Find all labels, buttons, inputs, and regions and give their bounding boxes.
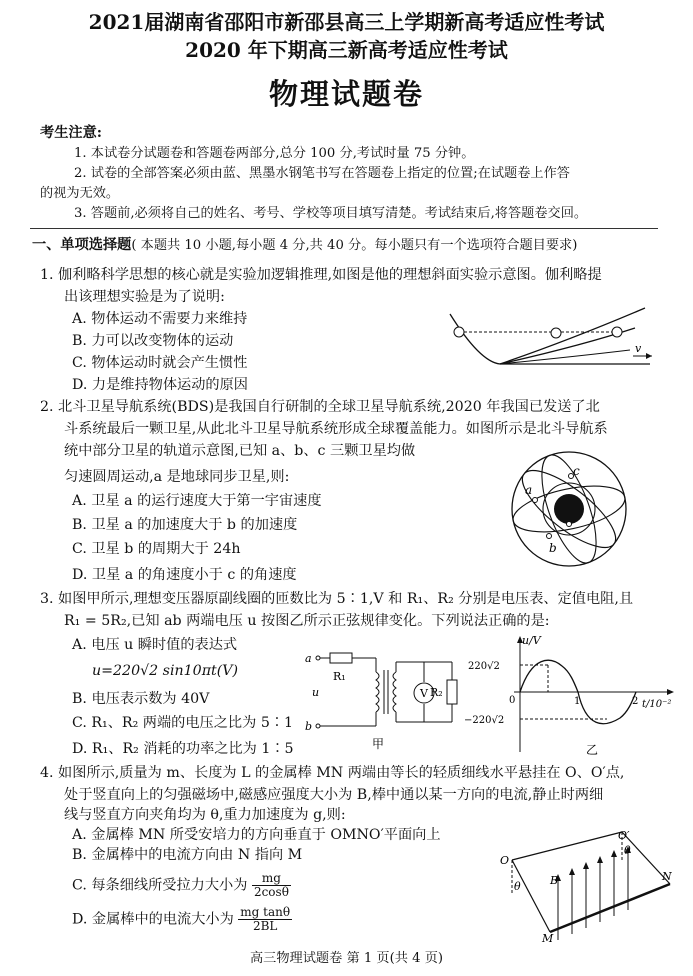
q2-label-a: a [525, 483, 533, 497]
q3-caption-jia: 甲 [372, 737, 385, 751]
q3-label-r2: R₂ [430, 686, 443, 699]
q1-option: D. 力是维持物体运动的原因 [72, 377, 248, 393]
q2-stem: 斗系统最后一颗卫星,从此北斗卫星导航系统形成全球覆盖能力。如图所示是北斗导航系 [64, 421, 608, 437]
q2-label-b: b [549, 541, 557, 555]
q1-velocity-label: v [635, 342, 642, 355]
q3-circuit-figure [300, 650, 465, 760]
q4-label-o: O [500, 854, 510, 867]
q3-label-r1: R₁ [333, 670, 346, 683]
notice-item: 1. 本试卷分试题卷和答题卷两部分,总分 100 分,考试时量 75 分钟。 [74, 146, 475, 161]
q3-formula: u=220√2 sin10πt(V) [92, 663, 239, 679]
q4-label-o-prime: O′ [618, 829, 630, 842]
q1-incline-figure [440, 300, 660, 372]
q3-graph-ylabel: u/V [522, 634, 541, 647]
q4-option-c [72, 872, 291, 899]
frac-num: mg [252, 872, 291, 886]
q3-stem: 3. 如图甲所示,理想变压器原副线圈的匝数比为 5∶1,V 和 R₁、R₂ 分别是电压表、定值电阻,且 [40, 591, 634, 607]
q3-caption-yi: 乙 [586, 743, 599, 757]
q2-option: B. 卫星 a 的加速度大于 b 的加速度 [72, 517, 298, 533]
page-title: 物理试题卷 [268, 77, 424, 111]
q3-graph-origin: 0 [509, 695, 516, 706]
q2-option: D. 卫星 a 的角速度小于 c 的角速度 [72, 567, 297, 583]
q4-label-m: M [542, 932, 554, 945]
q3-graph-ymin: −220√2 [464, 715, 505, 726]
q4-theta-right: θ [624, 844, 631, 857]
frac-den: 2BL [252, 919, 278, 933]
q4-rod-figure [498, 828, 678, 946]
q4-theta-left: θ [514, 880, 521, 893]
q4-stem: 线与竖直方向夹角均为 θ,重力加速度为 g,则: [64, 807, 346, 823]
q4-option-d-fraction [238, 906, 292, 933]
divider [30, 228, 658, 229]
q1-option: B. 力可以改变物体的运动 [72, 333, 234, 349]
q4-option-d-text: D. 金属棒中的电流大小为 [72, 911, 234, 928]
notice-heading: 考生注意: [40, 125, 102, 141]
q3-graph-tick-2: 2 [632, 696, 639, 707]
notice-item: 3. 答题前,必须将自己的姓名、考号、学校等项目填写清楚。考试结束后,将答题卷交回。 [74, 206, 588, 221]
q3-label-v: V [420, 687, 428, 700]
q3-graph-tick-1: 1 [574, 696, 581, 707]
q3-graph-xlabel: t/10⁻² [642, 699, 672, 710]
q4-stem: 4. 如图所示,质量为 m、长度为 L 的金属棒 MN 两端由等长的轻质细线水平悬挂在 O、O′点, [40, 765, 625, 781]
page-footer: 高三物理试题卷 第 1 页(共 4 页) [249, 951, 444, 966]
q1-option: C. 物体运动时就会产生惯性 [72, 355, 248, 371]
q3-graph-ymax: 220√2 [468, 661, 500, 672]
q1-option: A. 物体运动不需要力来维持 [72, 311, 248, 327]
q3-terminal-a: a [305, 652, 312, 665]
q3-option: B. 电压表示数为 40V [72, 691, 210, 707]
q1-stem: 出该理想实验是为了说明: [64, 289, 225, 305]
q4-option: A. 金属棒 MN 所受安培力的方向垂直于 OMNO′平面向上 [72, 827, 441, 843]
frac-den: 2cosθ [253, 885, 289, 899]
q4-label-b: B [550, 874, 559, 887]
notice-item: 2. 试卷的全部答案必须由蓝、黑墨水钢笔书写在答题卷上指定的位置;在试题卷上作答 [74, 166, 570, 181]
q3-option: C. R₁、R₂ 两端的电压之比为 5∶1 [72, 715, 294, 731]
frac-num: mg tanθ [240, 905, 291, 919]
q1-stem: 1. 伽利略科学思想的核心就是实验加逻辑推理,如图是他的理想斜面实验示意图。伽利略提 [40, 267, 602, 283]
q2-stem: 匀速圆周运动,a 是地球同步卫星,则: [64, 469, 290, 485]
section-note: ( 本题共 10 小题,每小题 4 分,共 40 分。每小题只有一个选项符合题目要求) [131, 238, 578, 253]
q4-stem: 处于竖直向上的匀强磁场中,磁感应强度大小为 B,棒中通以某一方向的电流,静止时两细 [64, 787, 604, 803]
notice-item: 的视为无效。 [40, 186, 120, 201]
q3-option: D. R₁、R₂ 消耗的功率之比为 1∶5 [72, 741, 294, 757]
q4-option-c-fraction [252, 872, 291, 899]
q3-voltage-graph [462, 632, 682, 760]
q2-stem: 2. 北斗卫星导航系统(BDS)是我国自行研制的全球卫星导航系统,2020 年我国已发送了北 [40, 399, 600, 415]
exam-header-line2: 2020 年下期高三新高考适应性考试 [185, 38, 508, 62]
q4-option-d [72, 906, 292, 933]
q3-option: A. 电压 u 瞬时值的表达式 [72, 637, 238, 653]
q3-stem: R₁ = 5R₂,已知 ab 两端电压 u 按图乙所示正弦规律变化。下列说法正确的是: [64, 613, 550, 629]
section-heading [32, 236, 577, 255]
q2-option: C. 卫星 b 的周期大于 24h [72, 541, 241, 557]
section-title: 一、单项选择题 [32, 237, 132, 253]
q3-terminal-b: b [305, 720, 313, 733]
q2-stem: 统中部分卫星的轨道示意图,已知 a、b、c 三颗卫星均做 [64, 443, 416, 459]
q4-option: B. 金属棒中的电流方向由 N 指向 M [72, 847, 303, 863]
q2-option: A. 卫星 a 的运行速度大于第一宇宙速度 [72, 493, 322, 509]
q3-label-u: u [312, 686, 320, 699]
q4-option-c-text: C. 每条细线所受拉力大小为 [72, 877, 248, 894]
exam-header-line1: 2021届湖南省邵阳市新邵县高三上学期新高考适应性考试 [88, 10, 605, 34]
q2-orbit-figure [505, 446, 635, 576]
q4-label-n: N [662, 870, 672, 883]
q2-label-c: c [573, 464, 580, 478]
